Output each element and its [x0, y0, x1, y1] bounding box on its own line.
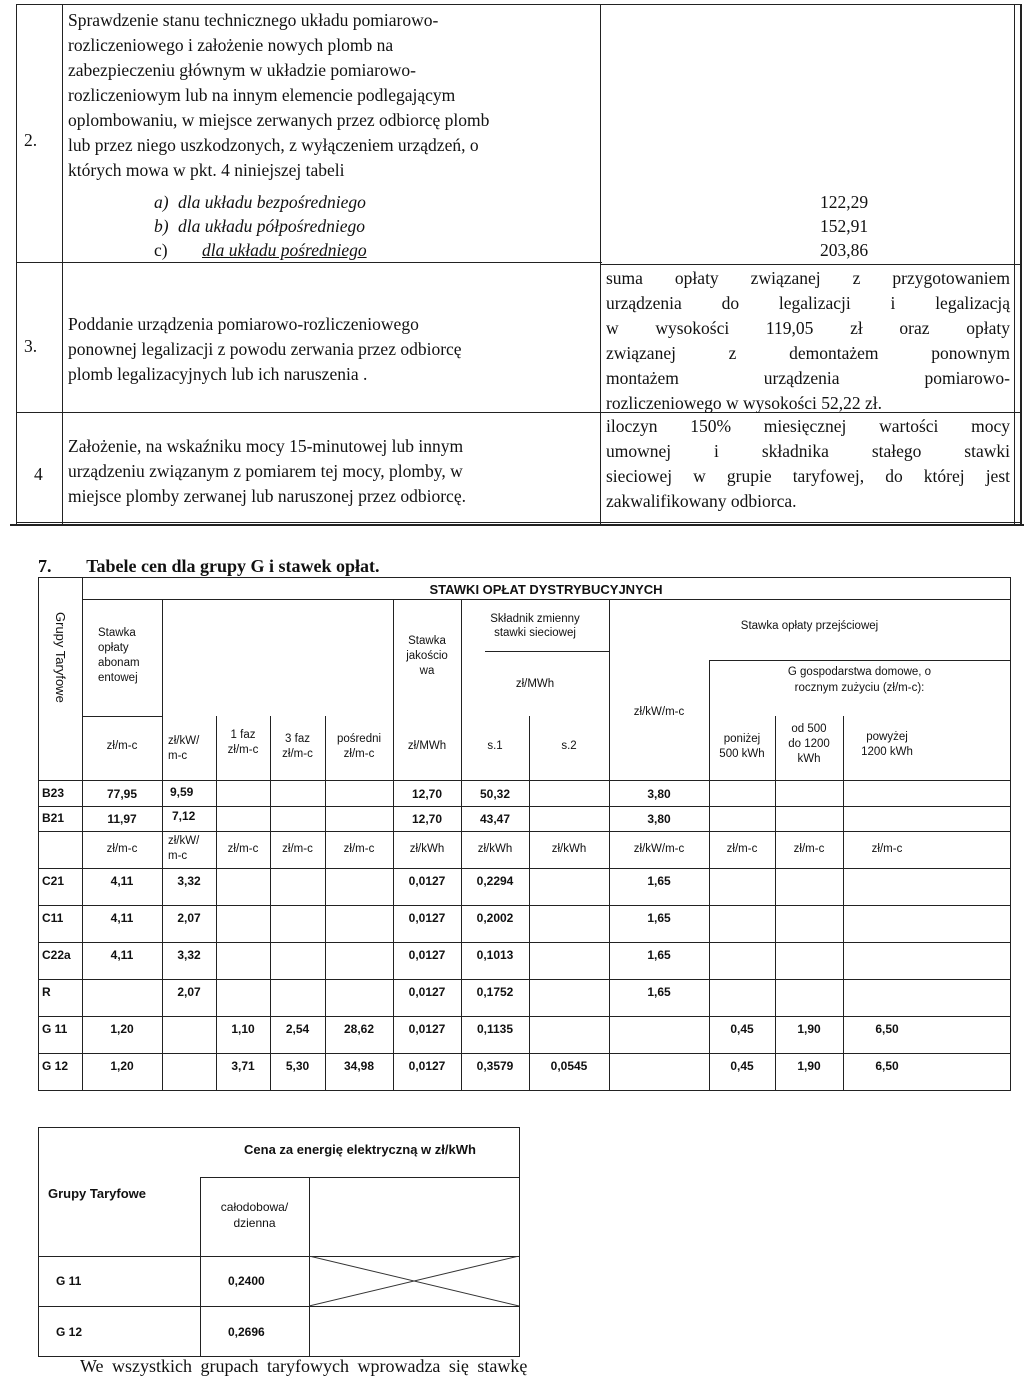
desc-line: Poddanie urządzenia pomiarowo-rozliczeniowego [68, 314, 419, 334]
row-description [68, 312, 598, 387]
header-jakosc: Stawka jakościo wa [406, 635, 448, 677]
item-text: dla układu półpośredniego [178, 216, 365, 236]
item-value: 152,91 [820, 216, 869, 236]
amount-line: rozliczeniowego w wysokości 52,22 zł. [606, 393, 883, 413]
row-number: 4 [34, 464, 43, 484]
header-zmienny: Składnik zmienny stawki sieciowej [490, 613, 580, 639]
value-cell: 1,90 [797, 1022, 821, 1036]
unit-cell: 3 faz zł/m-c [282, 733, 313, 760]
unit-cell: zł/m-c [343, 843, 375, 855]
row-number: 2. [24, 130, 38, 150]
value-cell: 1,90 [797, 1059, 821, 1073]
unit-cell: poniżej 500 kWh [719, 733, 765, 760]
fee-amount-text [606, 414, 1010, 514]
group-cell: C11 [42, 911, 64, 925]
item-label: c) [154, 240, 168, 260]
item-text: dla układu bezpośredniego [178, 192, 366, 212]
amount-line: iloczyn 150% miesięcznej wartości mocy [606, 416, 1010, 436]
header-zmienny-unit: zł/MWh [515, 678, 555, 690]
value-cell: 12,70 [411, 812, 443, 826]
value-cell: 0,45 [730, 1059, 754, 1073]
value-cell: 1,20 [110, 1022, 134, 1036]
value-cell: 0,0127 [408, 948, 446, 962]
desc-line: lub przez niego uszkodzonych, z wyłączeniem urządzeń, o [68, 135, 479, 155]
energy-col1: Grupy Taryfowe [48, 1186, 147, 1201]
value-cell: 4,11 [110, 874, 134, 888]
amount-line: związanej z demontażem ponownym [606, 343, 1010, 363]
value-cell: 0,2002 [476, 911, 514, 925]
value-cell: 11,97 [107, 812, 137, 826]
value-cell: 0,2696 [228, 1325, 265, 1339]
value-cell: 50,32 [479, 787, 511, 801]
unit-cell: 1 faz zł/m-c [227, 729, 259, 756]
row-description [68, 434, 598, 509]
item-value: 122,29 [820, 192, 869, 212]
unit-cell: zł/kWh [477, 843, 513, 855]
value-cell: 0,3579 [476, 1059, 514, 1073]
value-cell: 2,07 [177, 985, 201, 999]
value-cell: 0,45 [730, 1022, 754, 1036]
energy-col2: całodobowa/ dzienna [220, 1200, 289, 1230]
desc-line: ponownej legalizacji z powodu zerwania przez odbiorcę [68, 339, 462, 359]
value-cell: 0,1752 [476, 985, 514, 999]
group-cell: B23 [42, 786, 65, 800]
unit-cell: s.2 [561, 740, 577, 752]
value-cell: 0,0127 [408, 1059, 446, 1073]
value-cell: 0,0127 [408, 1022, 446, 1036]
value-cell: 6,50 [875, 1022, 899, 1036]
unit-cell: zł/m-c [227, 843, 259, 855]
unit-cell: powyżej 1200 kWh [861, 731, 913, 758]
value-cell: 1,65 [647, 911, 671, 925]
value-cell: 4,11 [110, 911, 134, 925]
unit-cell: zł/m-c [793, 843, 825, 855]
value-cell: 0,0127 [408, 874, 446, 888]
desc-line: rozliczeniowym lub na innym elemencie podlegającym [68, 85, 456, 105]
value-cell: 0,0127 [408, 985, 446, 999]
unit-cell: od 500 do 1200 kWh [788, 723, 830, 765]
footer-text: We wszystkich grupach taryfowych wprowadza się stawkę [80, 1356, 528, 1376]
value-cell: 1,65 [647, 874, 671, 888]
unit-cell: zł/m-c [726, 843, 758, 855]
fee-amount-text [606, 266, 1010, 416]
desc-line: których mowa w pkt. 4 niniejszej tabeli [68, 160, 345, 180]
group-cell: R [42, 985, 51, 999]
value-cell: 2,07 [177, 911, 201, 925]
group-cell: C21 [42, 874, 65, 888]
table-title: STAWKI OPŁAT DYSTRYBUCYJNYCH [429, 582, 663, 597]
amount-line: suma opłaty związanej z przygotowaniem [606, 268, 1010, 288]
value-cell: 5,30 [285, 1059, 310, 1073]
value-cell: 9,59 [170, 785, 194, 799]
amount-line: umownej i składnika stałego stawki [606, 441, 1010, 461]
unit-cell: zł/kW/ m-c [168, 735, 200, 762]
value-cell: 77,95 [106, 787, 138, 801]
value-cell: 0,2294 [476, 874, 514, 888]
value-cell: 0,0127 [408, 911, 446, 925]
row-description [68, 8, 600, 183]
desc-line: oplombowaniu, w miejsce zerwanych przez odbiorcę plomb [68, 110, 490, 130]
group-cell: G 12 [56, 1325, 83, 1339]
group-cell: G 11 [56, 1274, 82, 1288]
desc-line: plomb legalizacyjnych lub ich naruszenia . [68, 364, 368, 384]
crossed-empty-cell [309, 1256, 519, 1306]
value-cell: 0,1013 [476, 948, 514, 962]
header-przejsciowa-sub: G gospodarstwa domowe, o rocznym zużyciu (zł/m-c): [787, 666, 932, 694]
value-cell: 3,80 [647, 812, 671, 826]
amount-line: zakwalifikowany odbiorca. [606, 491, 797, 511]
desc-line: Założenie, na wskaźniku mocy 15-minutowej lub innym [68, 436, 464, 456]
amount-line: sieciowej w grupie taryfowej, do której jest [606, 466, 1010, 486]
unit-cell: zł/kW/m-c [633, 843, 685, 855]
unit-cell: zł/m-c [106, 843, 138, 855]
value-cell: 2,54 [285, 1022, 310, 1036]
row-number: 3. [24, 336, 38, 356]
value-cell: 1,10 [231, 1022, 255, 1036]
group-cell: G 11 [42, 1022, 68, 1036]
value-cell: 3,71 [231, 1059, 255, 1073]
desc-line: urządzeniu związanym z pomiarem tej mocy, plomby, w [68, 461, 463, 481]
value-cell: 3,32 [177, 874, 201, 888]
unit-cell: zł/m-c [106, 740, 138, 752]
value-cell: 1,65 [647, 985, 671, 999]
value-cell: 6,50 [875, 1059, 899, 1073]
unit-cell: pośredni zł/m-c [336, 733, 382, 760]
unit-cell: zł/m-c [282, 843, 313, 855]
value-cell: 0,2400 [228, 1274, 265, 1288]
item-value: 203,86 [820, 240, 869, 260]
header-kw-unit: zł/kW/m-c [633, 706, 685, 718]
group-cell: G 12 [42, 1059, 69, 1073]
amount-line: w wysokości 119,05 zł oraz opłaty [606, 318, 1010, 338]
value-cell: 3,32 [177, 948, 201, 962]
desc-line: rozliczeniowego i założenie nowych plomb na [68, 35, 394, 55]
unit-cell: s.1 [487, 740, 503, 752]
value-cell: 0,0545 [550, 1059, 588, 1073]
value-cell: 28,62 [343, 1022, 375, 1036]
value-cell: 0,1135 [476, 1022, 514, 1036]
value-cell: 1,65 [647, 948, 671, 962]
item-label: a) [154, 192, 169, 212]
unit-cell: zł/kWh [409, 843, 445, 855]
section-heading [38, 556, 380, 577]
desc-line: zabezpieczeniu głównym w układzie pomiarowo- [68, 60, 416, 80]
item-text: dla układu pośredniego [202, 240, 367, 260]
unit-cell: zł/kW/ m-c [168, 835, 200, 862]
value-cell: 3,80 [647, 787, 671, 801]
group-cell: C22a [42, 948, 71, 962]
desc-line: Sprawdzenie stanu technicznego układu pomiarowo- [68, 10, 439, 30]
section-title: Tabele cen dla grupy G i stawek opłat. [86, 556, 380, 576]
value-cell: 34,98 [343, 1059, 375, 1073]
energy-header: Cena za energię elektryczną w zł/kWh [244, 1142, 476, 1157]
value-cell: 1,20 [110, 1059, 134, 1073]
value-cell: 4,11 [110, 948, 134, 962]
group-cell: B21 [42, 811, 65, 825]
unit-cell: zł/MWh [407, 740, 447, 752]
value-cell: 12,70 [411, 787, 443, 801]
header-przejsciowa: Stawka opłaty przejściowej [740, 620, 879, 632]
value-cell: 43,47 [479, 812, 511, 826]
value-cell: 7,12 [172, 809, 196, 823]
side-label: Grupy Taryfowe [53, 612, 68, 703]
item-label: b) [154, 216, 169, 236]
unit-cell: zł/kWh [551, 843, 587, 855]
unit-cell: zł/m-c [871, 843, 903, 855]
desc-line: miejsce plomby zerwanej lub naruszonej przez odbiorcę. [68, 486, 466, 506]
amount-line: montażem urządzenia pomiarowo- [606, 368, 1010, 388]
header-abonament: Stawka opłaty abonam entowej [98, 627, 140, 684]
amount-line: urządzenia do legalizacji i legalizacją [606, 293, 1010, 313]
section-number: 7. [38, 556, 52, 576]
